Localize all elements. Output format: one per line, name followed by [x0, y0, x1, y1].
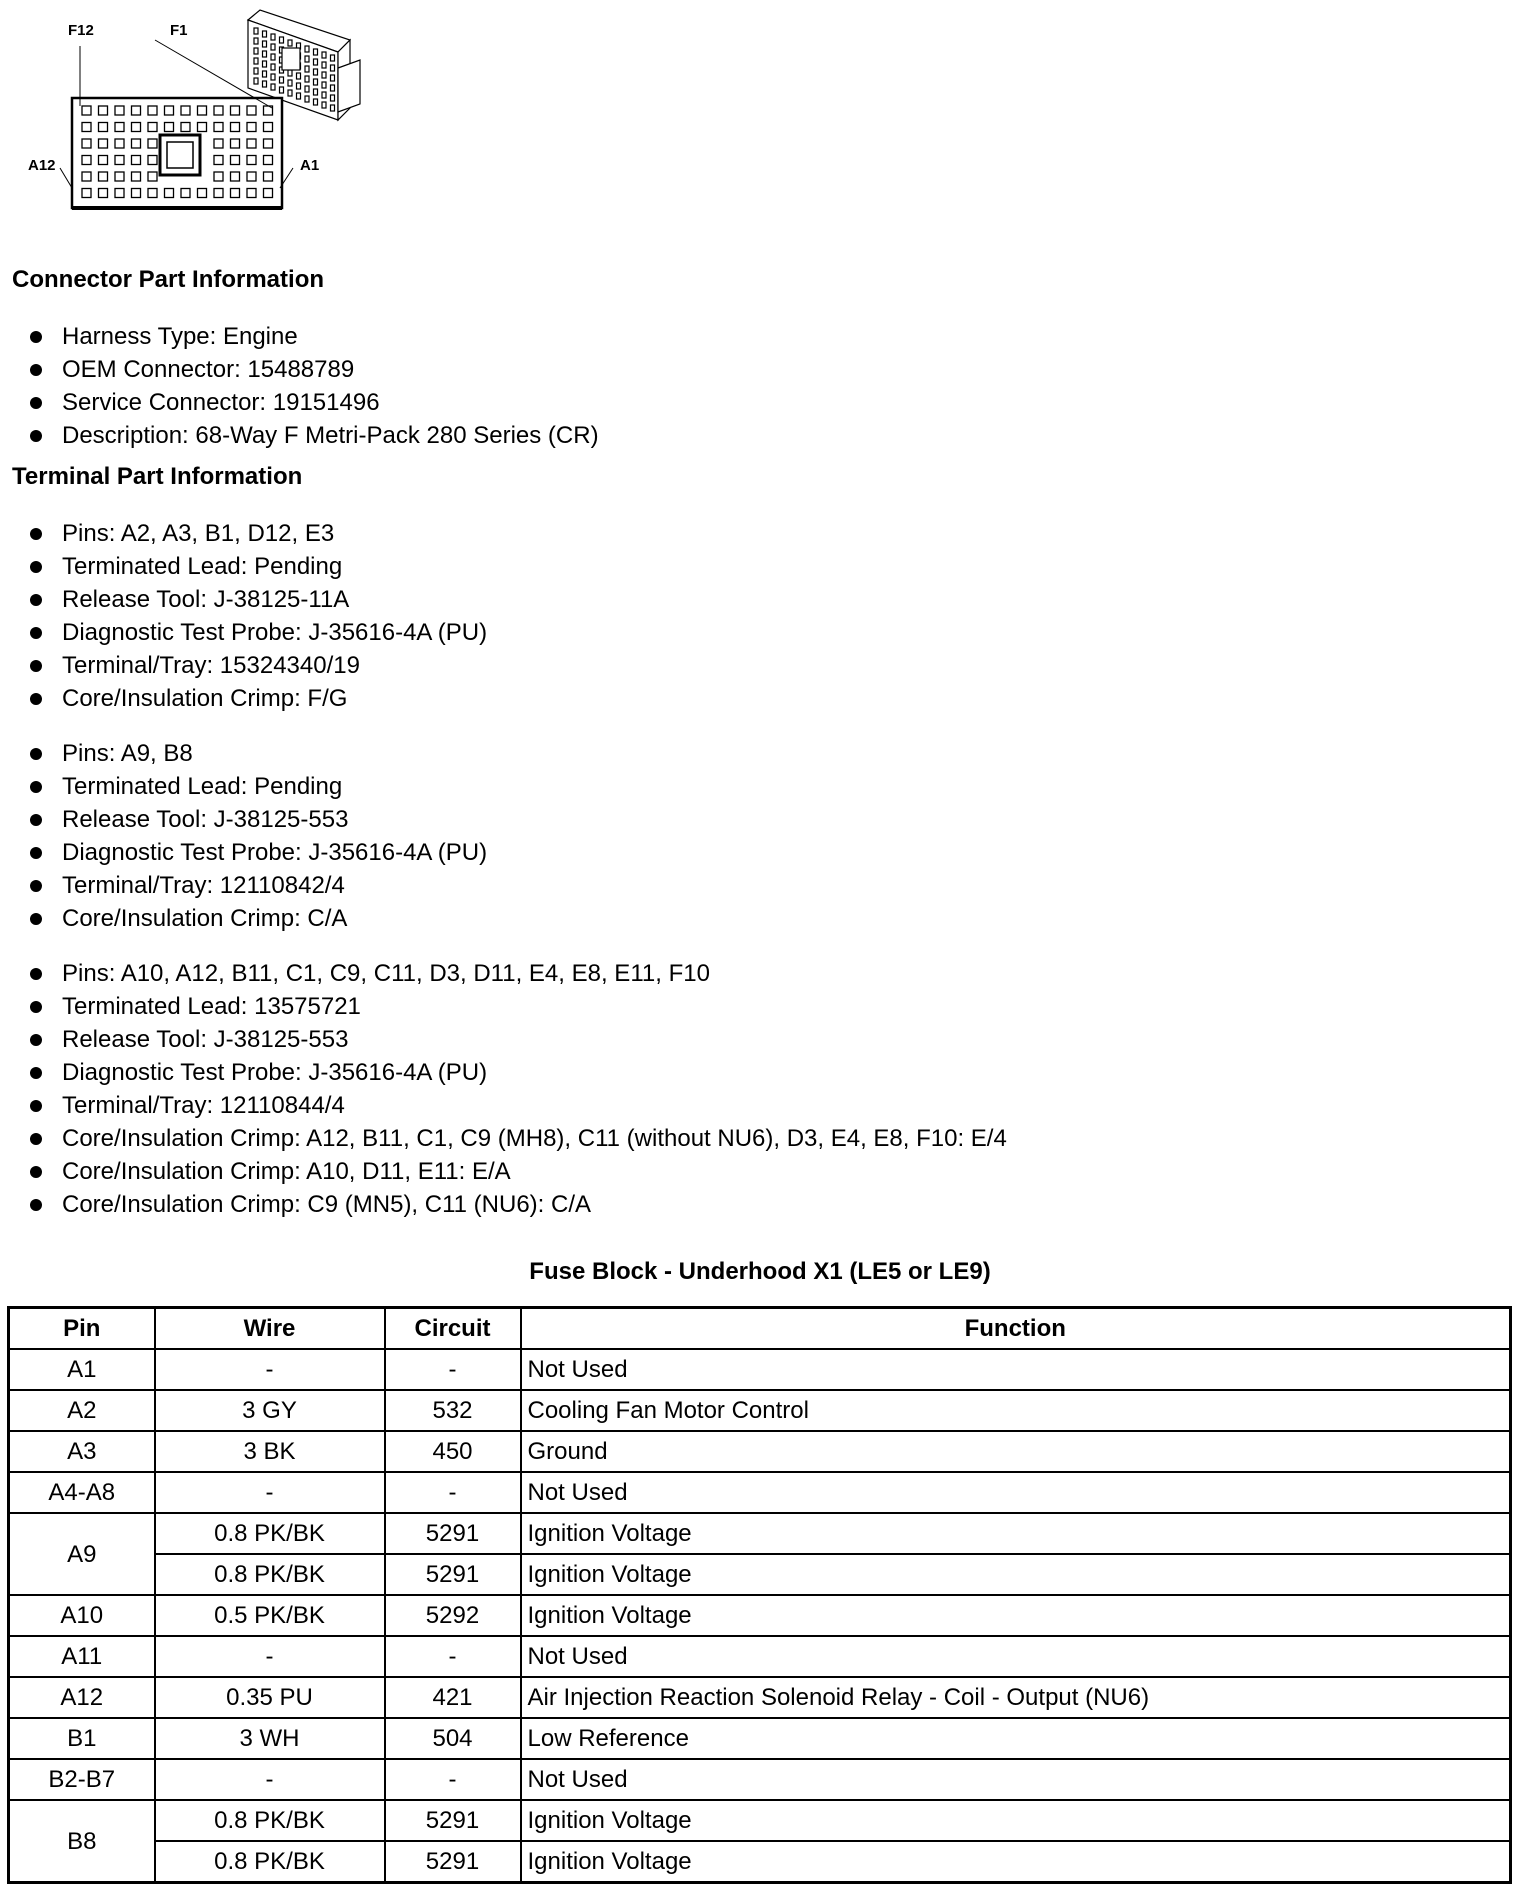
cell-function: Air Injection Reaction Solenoid Relay - Coil - Output (NU6): [521, 1677, 1511, 1718]
terminal-group-1: [30, 517, 487, 715]
table-row: [9, 1718, 1511, 1759]
table-title: Fuse Block - Underhood X1 (LE5 or LE9): [529, 1258, 991, 1285]
cell-pin: A10: [9, 1595, 155, 1636]
cell-function: Low Reference: [521, 1718, 1511, 1759]
cell-function: Ignition Voltage: [521, 1800, 1511, 1841]
cell-circuit: 5292: [385, 1595, 521, 1636]
label-a12: A12: [28, 157, 56, 174]
cell-wire: -: [155, 1349, 385, 1390]
label-f12: F12: [68, 22, 94, 39]
list-item: Core/Insulation Crimp: C/A: [30, 902, 487, 935]
cell-pin: B1: [9, 1718, 155, 1759]
table-row: [9, 1841, 1511, 1883]
cell-function: Ground: [521, 1431, 1511, 1472]
cell-circuit: 532: [385, 1390, 521, 1431]
table-row: [9, 1349, 1511, 1390]
cell-function: Cooling Fan Motor Control: [521, 1390, 1511, 1431]
connector-part-info-list: [30, 320, 599, 452]
list-item: Release Tool: J-38125-11A: [30, 583, 487, 616]
cell-wire: 3 GY: [155, 1390, 385, 1431]
list-item: Diagnostic Test Probe: J-35616-4A (PU): [30, 1056, 1007, 1089]
list-item: Terminated Lead: Pending: [30, 550, 487, 583]
connector-face-diagram: [28, 8, 380, 213]
cell-function: Not Used: [521, 1472, 1511, 1513]
cell-circuit: 450: [385, 1431, 521, 1472]
cell-function: Not Used: [521, 1759, 1511, 1800]
terminal-part-info-heading: Terminal Part Information: [12, 463, 303, 490]
label-f1: F1: [170, 22, 188, 39]
cell-circuit: 5291: [385, 1800, 521, 1841]
table-row: [9, 1390, 1511, 1431]
cell-function: Ignition Voltage: [521, 1554, 1511, 1595]
list-item: Service Connector: 19151496: [30, 386, 599, 419]
list-item: Core/Insulation Crimp: F/G: [30, 682, 487, 715]
table-row: [9, 1800, 1511, 1841]
table-row: [9, 1636, 1511, 1677]
cell-wire: 0.8 PK/BK: [155, 1513, 385, 1554]
cell-circuit: -: [385, 1636, 521, 1677]
cell-pin: A4-A8: [9, 1472, 155, 1513]
header-circuit: Circuit: [385, 1308, 521, 1350]
table-row: [9, 1595, 1511, 1636]
cell-wire: -: [155, 1759, 385, 1800]
cell-circuit: 5291: [385, 1841, 521, 1883]
cell-wire: 0.8 PK/BK: [155, 1841, 385, 1883]
list-item: Terminated Lead: Pending: [30, 770, 487, 803]
terminal-group-2: [30, 737, 487, 935]
cell-pin: A3: [9, 1431, 155, 1472]
cell-function: Ignition Voltage: [521, 1595, 1511, 1636]
table-row: [9, 1472, 1511, 1513]
cell-pin: A12: [9, 1677, 155, 1718]
list-item: Pins: A2, A3, B1, D12, E3: [30, 517, 487, 550]
table-header-row: [9, 1308, 1511, 1350]
list-item: Terminated Lead: 13575721: [30, 990, 1007, 1023]
list-item: Core/Insulation Crimp: A10, D11, E11: E/A: [30, 1155, 1007, 1188]
cell-wire: 0.35 PU: [155, 1677, 385, 1718]
cell-wire: -: [155, 1472, 385, 1513]
table-row: [9, 1554, 1511, 1595]
table-row: [9, 1431, 1511, 1472]
cell-circuit: -: [385, 1472, 521, 1513]
list-item: Release Tool: J-38125-553: [30, 1023, 1007, 1056]
list-item: Pins: A9, B8: [30, 737, 487, 770]
list-item: Harness Type: Engine: [30, 320, 599, 353]
cell-wire: 0.8 PK/BK: [155, 1554, 385, 1595]
table-row: [9, 1759, 1511, 1800]
cell-circuit: -: [385, 1349, 521, 1390]
table-row: [9, 1677, 1511, 1718]
list-item: Core/Insulation Crimp: A12, B11, C1, C9 (MH8), C11 (without NU6), D3, E4, E8, F10: E/4: [30, 1122, 1007, 1155]
list-item: Terminal/Tray: 15324340/19: [30, 649, 487, 682]
list-item: Diagnostic Test Probe: J-35616-4A (PU): [30, 616, 487, 649]
cell-wire: 0.5 PK/BK: [155, 1595, 385, 1636]
cell-pin: B8: [9, 1800, 155, 1883]
label-a1: A1: [300, 157, 320, 174]
cell-circuit: 421: [385, 1677, 521, 1718]
table-row: [9, 1513, 1511, 1554]
header-wire: Wire: [155, 1308, 385, 1350]
cell-circuit: -: [385, 1759, 521, 1800]
cell-circuit: 5291: [385, 1513, 521, 1554]
cell-function: Ignition Voltage: [521, 1513, 1511, 1554]
cell-wire: 3 WH: [155, 1718, 385, 1759]
cell-pin: A2: [9, 1390, 155, 1431]
header-pin: Pin: [9, 1308, 155, 1350]
cell-pin: A9: [9, 1513, 155, 1595]
terminal-group-3: [30, 957, 1007, 1221]
cell-pin: B2-B7: [9, 1759, 155, 1800]
list-item: Description: 68-Way F Metri-Pack 280 Series (CR): [30, 419, 599, 452]
list-item: Core/Insulation Crimp: C9 (MN5), C11 (NU6): C/A: [30, 1188, 1007, 1221]
list-item: OEM Connector: 15488789: [30, 353, 599, 386]
cell-wire: -: [155, 1636, 385, 1677]
cell-pin: A11: [9, 1636, 155, 1677]
cell-wire: 3 BK: [155, 1431, 385, 1472]
cell-wire: 0.8 PK/BK: [155, 1800, 385, 1841]
connector-part-info-heading: Connector Part Information: [12, 266, 325, 293]
list-item: Terminal/Tray: 12110842/4: [30, 869, 487, 902]
list-item: Pins: A10, A12, B11, C1, C9, C11, D3, D11, E4, E8, E11, F10: [30, 957, 1007, 990]
cell-function: Ignition Voltage: [521, 1841, 1511, 1883]
cell-pin: A1: [9, 1349, 155, 1390]
cell-function: Not Used: [521, 1636, 1511, 1677]
cell-circuit: 5291: [385, 1554, 521, 1595]
pinout-table: [7, 1306, 1512, 1884]
list-item: Release Tool: J-38125-553: [30, 803, 487, 836]
header-function: Function: [521, 1308, 1511, 1350]
cell-function: Not Used: [521, 1349, 1511, 1390]
list-item: Terminal/Tray: 12110844/4: [30, 1089, 1007, 1122]
list-item: Diagnostic Test Probe: J-35616-4A (PU): [30, 836, 487, 869]
cell-circuit: 504: [385, 1718, 521, 1759]
